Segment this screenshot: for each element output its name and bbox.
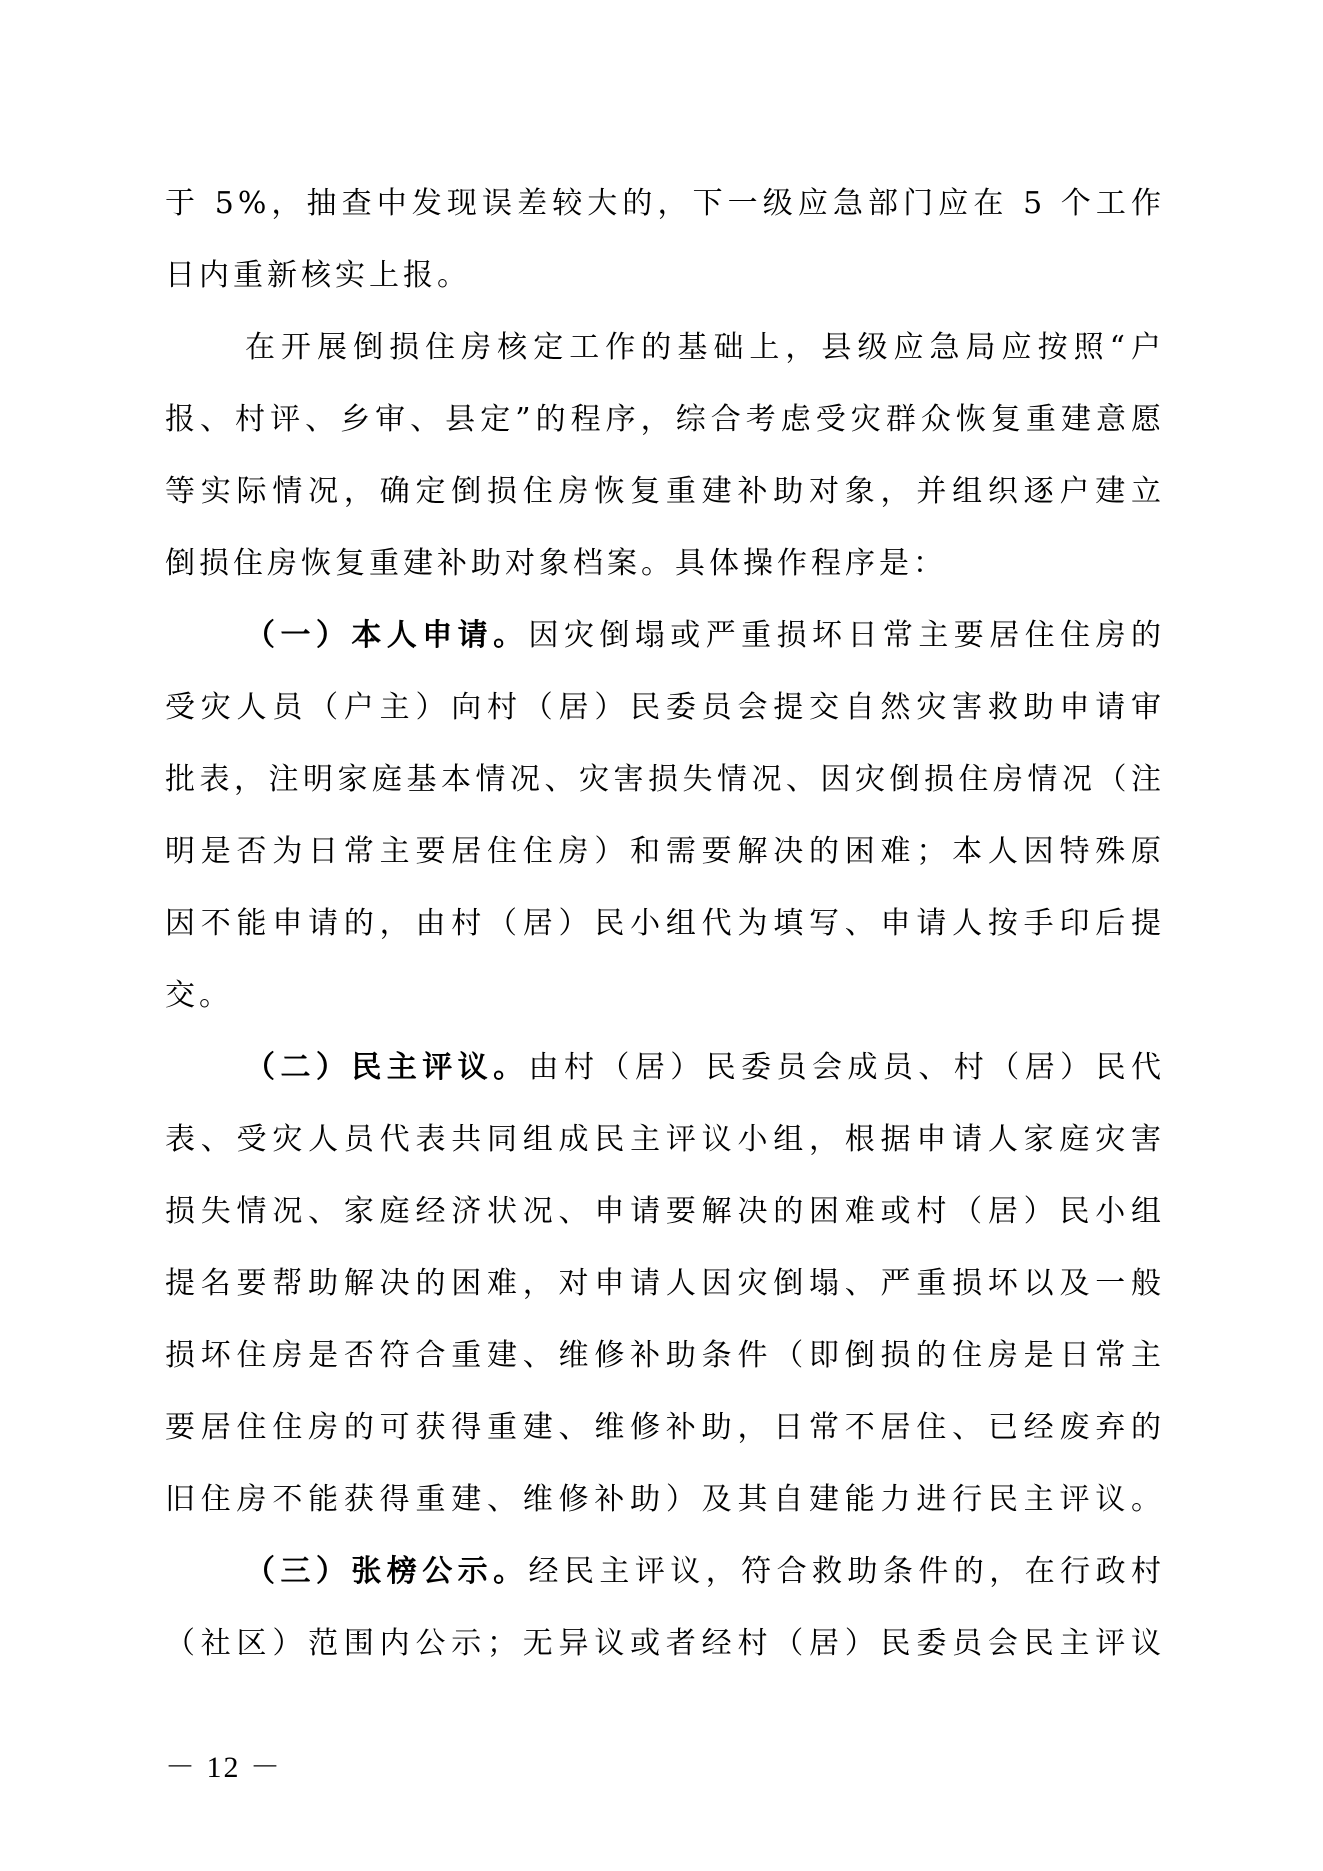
line-text: 经民主评议，符合救助条件的，在行政村 <box>528 1554 1166 1589</box>
line-text: （社区）范围内公示；无异议或者经村（居）民委员会民主评议 <box>165 1626 1165 1661</box>
line-text: 因不能申请的，由村（居）民小组代为填写、申请人按手印后提 <box>165 906 1165 941</box>
text-line <box>165 1248 1165 1320</box>
line-text: 由村（居）民委员会成员、村（居）民代 <box>528 1050 1166 1085</box>
text-line <box>165 456 1165 528</box>
page-number: － 12 － <box>165 1751 282 1784</box>
text-line <box>165 1464 1165 1536</box>
line-text: 旧住房不能获得重建、维修补助）及其自建能力进行民主评议。 <box>165 1482 1165 1517</box>
text-line <box>165 744 1165 816</box>
text-line <box>165 240 1165 312</box>
line-text: 在开展倒损住房核定工作的基础上，县级应急局应按照“户 <box>245 330 1165 365</box>
line-text: 因灾倒塌或严重损坏日常主要居住住房的 <box>528 618 1166 653</box>
line-text: 明是否为日常主要居住住房）和需要解决的困难；本人因特殊原 <box>165 834 1165 869</box>
text-line <box>165 1392 1165 1464</box>
paragraph-start-line <box>165 312 1165 384</box>
line-text: 受灾人员（户主）向村（居）民委员会提交自然灾害救助申请审 <box>165 690 1165 725</box>
text-line <box>165 1608 1165 1680</box>
line-text: 倒损住房恢复重建补助对象档案。具体操作程序是： <box>165 546 947 581</box>
line-text: 报、村评、乡审、县定”的程序，综合考虑受灾群众恢复重建意愿 <box>165 402 1165 437</box>
section-heading-line <box>165 600 1165 672</box>
text-line <box>165 528 1165 600</box>
line-text: 批表，注明家庭基本情况、灾害损失情况、因灾倒损住房情况（注 <box>165 762 1165 797</box>
line-text: 等实际情况，确定倒损住房恢复重建补助对象，并组织逐户建立 <box>165 474 1165 509</box>
line-text: 损坏住房是否符合重建、维修补助条件（即倒损的住房是日常主 <box>165 1338 1165 1373</box>
section-heading: （三）张榜公示。 <box>245 1554 529 1589</box>
text-line <box>165 888 1165 960</box>
line-text: 损失情况、家庭经济状况、申请要解决的困难或村（居）民小组 <box>165 1194 1165 1229</box>
document-body <box>165 168 1165 1680</box>
text-line <box>165 672 1165 744</box>
text-line <box>165 960 1165 1032</box>
line-text: 要居住住房的可获得重建、维修补助，日常不居住、已经废弃的 <box>165 1410 1165 1445</box>
text-line <box>165 1176 1165 1248</box>
section-heading-line <box>165 1032 1165 1104</box>
text-line <box>165 1104 1165 1176</box>
line-text: 于 5%，抽查中发现误差较大的，下一级应急部门应在 5 个工作 <box>165 186 1165 221</box>
text-line <box>165 816 1165 888</box>
section-heading-line <box>165 1536 1165 1608</box>
text-line <box>165 384 1165 456</box>
line-text: 表、受灾人员代表共同组成民主评议小组，根据申请人家庭灾害 <box>165 1122 1165 1157</box>
text-line <box>165 1320 1165 1392</box>
section-heading: （一）本人申请。 <box>245 618 529 653</box>
line-text: 日内重新核实上报。 <box>165 258 471 293</box>
text-line <box>165 168 1165 240</box>
line-text: 交。 <box>165 978 233 1013</box>
section-heading: （二）民主评议。 <box>245 1050 529 1085</box>
line-text: 提名要帮助解决的困难，对申请人因灾倒塌、严重损坏以及一般 <box>165 1266 1165 1301</box>
